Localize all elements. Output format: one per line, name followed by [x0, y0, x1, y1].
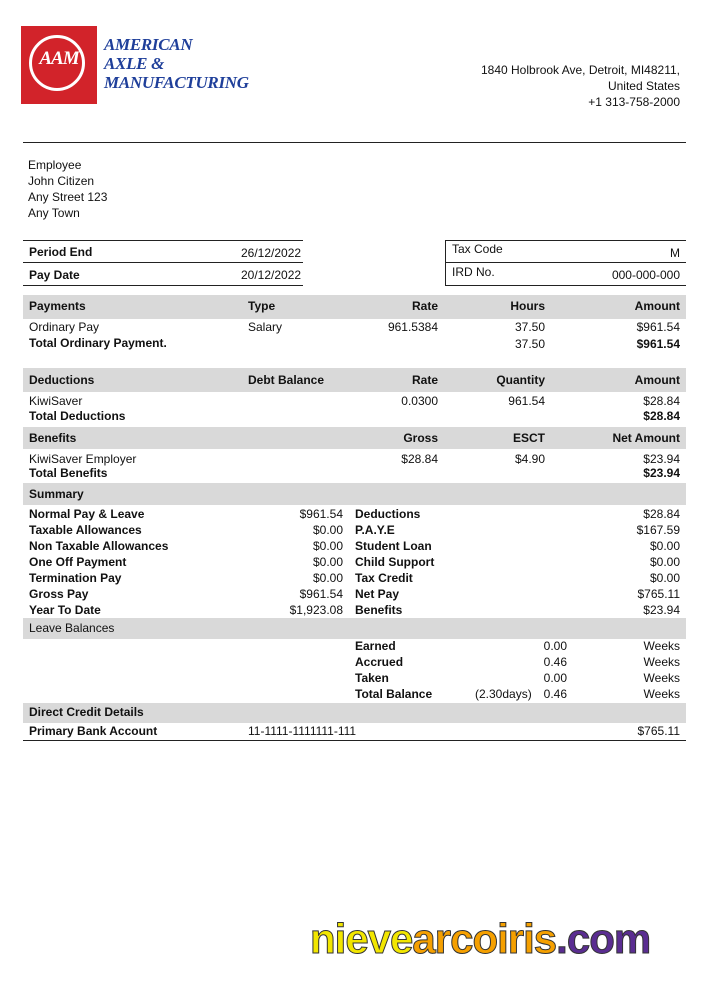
payment-amount: $961.54 [636, 320, 680, 334]
summary-left-value: $0.00 [312, 555, 343, 569]
leave-header-band [23, 618, 686, 639]
summary-left-value: $961.54 [299, 507, 343, 521]
deduction-amount: $28.84 [643, 394, 680, 408]
summary-right-value: $28.84 [643, 507, 680, 521]
summary-left-label: Gross Pay [29, 587, 89, 601]
divider [445, 285, 686, 286]
summary-left-label: Taxable Allowances [29, 523, 142, 537]
watermark: nievearcoiris.com [310, 915, 651, 962]
summary-right-value: $0.00 [649, 539, 680, 553]
divider [23, 240, 303, 241]
company-logo [21, 26, 97, 104]
summary-right-label: Student Loan [355, 539, 432, 553]
payments-header-band [23, 295, 686, 319]
leave-label: Taken [355, 671, 389, 685]
deduction-total-amount: $28.84 [643, 409, 680, 423]
leave-unit: Weeks [643, 671, 680, 685]
bank-account-label: Primary Bank Account [29, 724, 158, 738]
benefit-total-label: Total Benefits [29, 466, 108, 480]
summary-left-label: Year To Date [29, 603, 101, 617]
summary-right-value: $0.00 [649, 555, 680, 569]
summary-left-value: $0.00 [312, 523, 343, 537]
company-name: AMERICAN AXLE & MANUFACTURING [104, 35, 249, 92]
leave-value: 0.00 [543, 639, 567, 653]
payment-hours: 37.50 [514, 320, 545, 334]
divider [23, 740, 686, 741]
period-end-label: Period End [29, 245, 93, 259]
summary-left-value: $961.54 [299, 587, 343, 601]
registered-mark: ® [90, 100, 95, 106]
payment-rate: 961.5384 [387, 320, 438, 334]
summary-right-label: Benefits [355, 603, 403, 617]
deduction-quantity: 961.54 [508, 394, 545, 408]
benefits-header-band [23, 427, 686, 449]
deduction-total-label: Total Deductions [29, 409, 126, 423]
payment-total-hours: 37.50 [514, 337, 545, 351]
payment-total-amount: $961.54 [636, 337, 680, 351]
ird-value: 000-000-000 [611, 268, 680, 282]
payments-header: Payments [29, 299, 86, 313]
payments-type-header: Type [248, 299, 276, 313]
bank-account-number: 11-1111-1111111-111 [248, 724, 357, 738]
pay-date-label: Pay Date [29, 268, 80, 282]
payments-amount-header: Amount [634, 299, 680, 313]
summary-left-value: $1,923.08 [289, 603, 343, 617]
deductions-header-band [23, 368, 686, 392]
divider [445, 240, 446, 285]
summary-left-value: $0.00 [312, 571, 343, 585]
payments-rate-header: Rate [411, 299, 438, 313]
summary-right-label: Tax Credit [355, 571, 413, 585]
deductions-rate-header: Rate [411, 373, 438, 387]
logo-text: AAM [39, 48, 79, 69]
direct-credit-header: Direct Credit Details [29, 705, 144, 719]
benefit-name: KiwiSaver Employer [29, 452, 137, 466]
deductions-quantity-header: Quantity [496, 373, 545, 387]
deductions-debt-header: Debt Balance [248, 373, 325, 387]
deduction-rate: 0.0300 [401, 394, 438, 408]
leave-unit: Weeks [643, 687, 680, 701]
summary-left-label: One Off Payment [29, 555, 127, 569]
benefits-header: Benefits [29, 431, 77, 445]
divider [23, 285, 303, 286]
summary-right-label: Child Support [355, 555, 435, 569]
summary-right-value: $23.94 [643, 603, 680, 617]
summary-header: Summary [29, 487, 84, 501]
deductions-header: Deductions [29, 373, 95, 387]
divider [23, 142, 686, 143]
summary-left-value: $0.00 [312, 539, 343, 553]
benefit-gross: $28.84 [401, 452, 438, 466]
employee-block: Employee John Citizen Any Street 123 Any Town [28, 158, 108, 220]
divider [445, 240, 686, 241]
benefits-gross-header: Gross [403, 431, 438, 445]
leave-label: Total Balance [355, 687, 433, 701]
benefit-total-net: $23.94 [643, 466, 680, 480]
payment-total-label: Total Ordinary Payment. [29, 336, 167, 350]
deductions-amount-header: Amount [634, 373, 680, 387]
bank-amount: $765.11 [637, 724, 680, 738]
benefit-esct: $4.90 [514, 452, 545, 466]
benefits-esct-header: ESCT [512, 431, 545, 445]
company-address: 1840 Holbrook Ave, Detroit, MI48211, United States +1 313-758-2000 [480, 63, 680, 109]
leave-unit: Weeks [643, 639, 680, 653]
summary-header-band [23, 483, 686, 505]
period-end-value: 26/12/2022 [241, 246, 302, 260]
summary-right-value: $0.00 [649, 571, 680, 585]
summary-right-label: P.A.Y.E [355, 523, 395, 537]
leave-value: 0.00 [543, 671, 567, 685]
pay-date-value: 20/12/2022 [241, 268, 302, 282]
benefit-net: $23.94 [643, 452, 680, 466]
leave-value: 0.46 [543, 687, 567, 701]
leave-days: (2.30days) [475, 687, 532, 701]
ird-label: IRD No. [452, 265, 495, 279]
payment-name: Ordinary Pay [29, 320, 100, 334]
benefits-net-header: Net Amount [612, 431, 680, 445]
divider [445, 262, 686, 263]
summary-left-label: Non Taxable Allowances [29, 539, 169, 553]
summary-left-label: Termination Pay [29, 571, 122, 585]
deduction-name: KiwiSaver [29, 394, 83, 408]
leave-unit: Weeks [643, 655, 680, 669]
leave-label: Earned [355, 639, 396, 653]
tax-code-value: M [670, 246, 680, 260]
leave-label: Accrued [355, 655, 404, 669]
payment-type: Salary [248, 320, 283, 334]
leave-header: Leave Balances [29, 621, 115, 635]
summary-right-value: $765.11 [637, 587, 680, 601]
summary-right-label: Net Pay [355, 587, 400, 601]
payments-hours-header: Hours [510, 299, 545, 313]
summary-right-value: $167.59 [636, 523, 680, 537]
divider [23, 262, 303, 263]
leave-value: 0.46 [543, 655, 567, 669]
tax-code-label: Tax Code [452, 242, 503, 256]
summary-right-label: Deductions [355, 507, 421, 521]
summary-left-label: Normal Pay & Leave [29, 507, 145, 521]
